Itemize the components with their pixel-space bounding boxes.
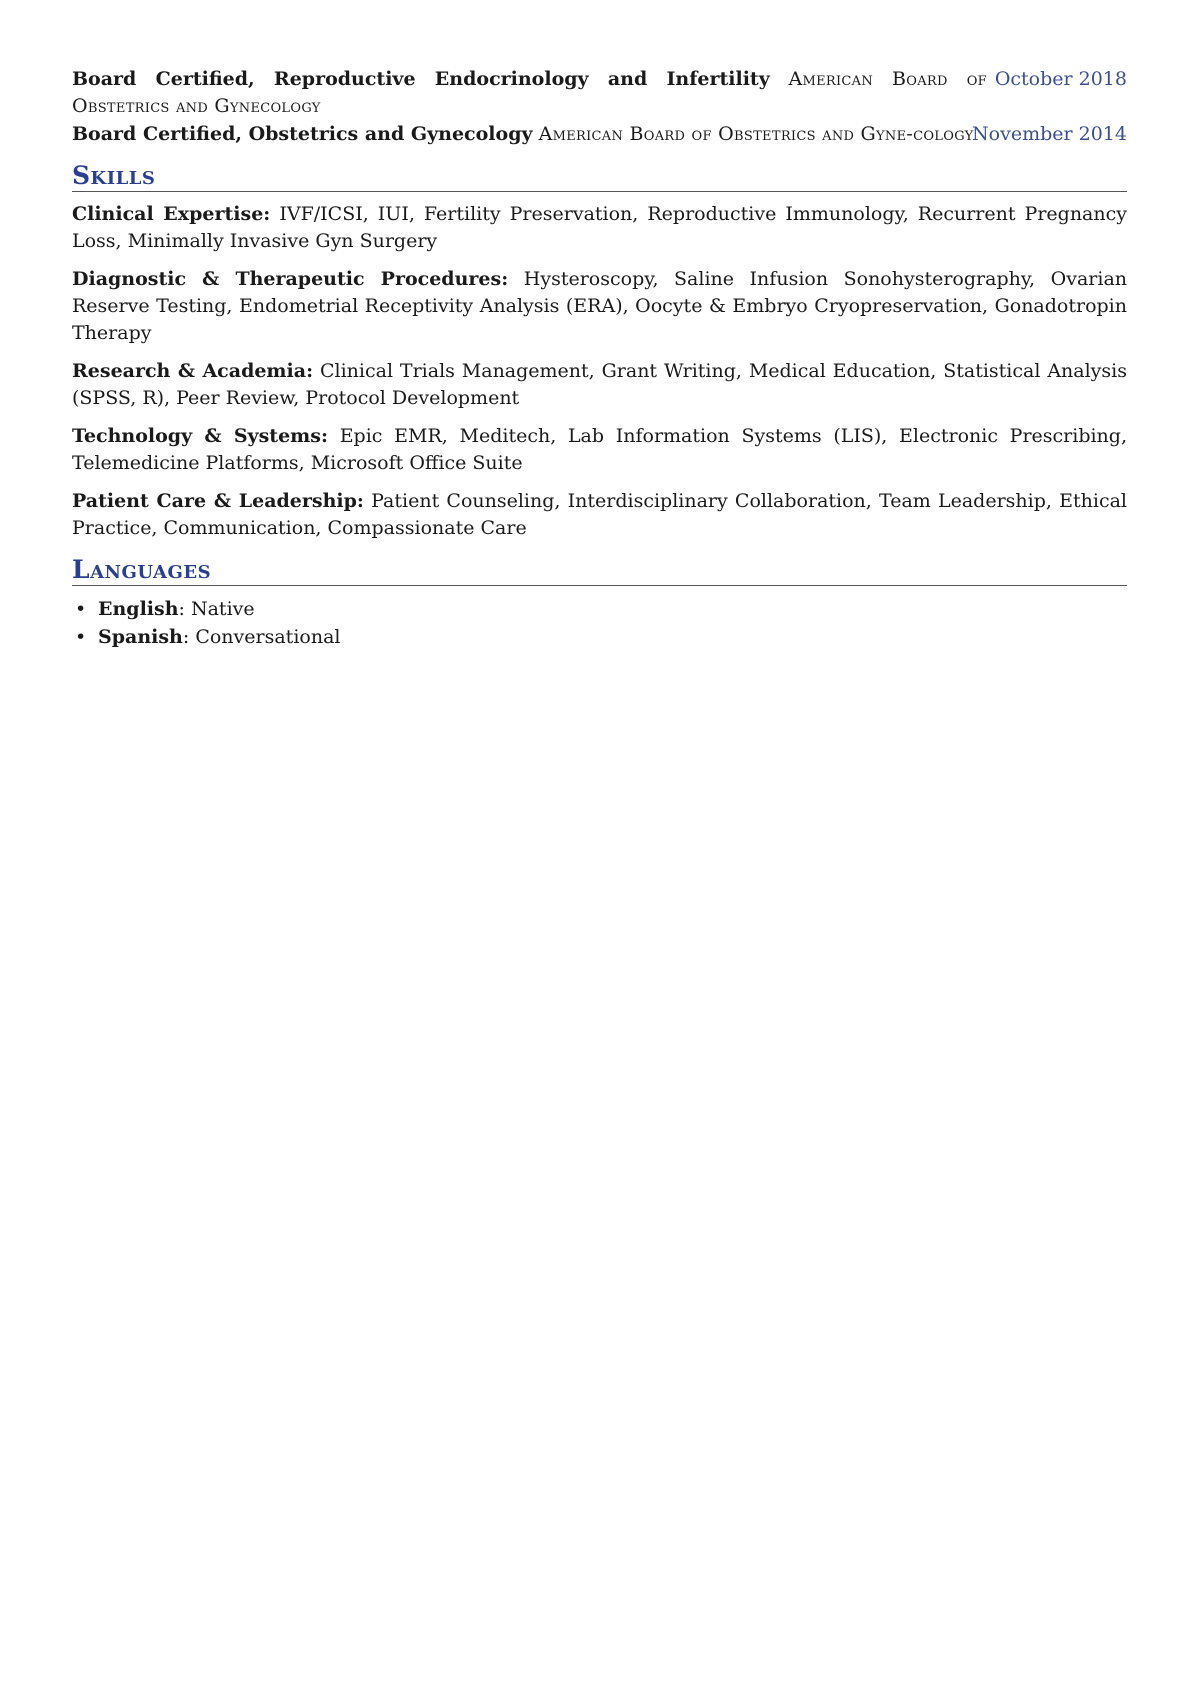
skill-entry	[72, 201, 1127, 255]
certification-date: November 2014	[972, 123, 1127, 145]
skill-entry	[72, 358, 1127, 412]
skill-label: Patient Care & Leadership:	[72, 490, 364, 512]
certification-title: Board Certified, Reproductive Endocrinology and Infertility	[72, 68, 770, 90]
skill-entry	[72, 423, 1127, 477]
certification-title: Board Certified, Obstetrics and Gynecology	[72, 123, 533, 145]
bullet-icon: •	[75, 598, 87, 620]
skill-label: Clinical Expertise:	[72, 203, 271, 225]
skill-label: Research & Academia:	[72, 360, 314, 382]
list-item: • English: Native	[72, 595, 1127, 623]
certification-entry	[72, 66, 1127, 120]
languages-heading: Languages	[72, 556, 1127, 586]
certification-date: October 2018	[994, 68, 1127, 90]
skill-text: Clinical Trials Management, Grant Writing, Medical Education, Statistical Analysis (SPSS, R), Peer Review, Protocol Development	[72, 360, 1127, 409]
resume-page	[72, 66, 1127, 651]
language-name: Spanish	[98, 626, 183, 648]
skill-entry	[72, 488, 1127, 542]
skill-text: Hysteroscopy, Saline Infusion Sonohysterography, Ovarian Reserve Testing, Endometrial Receptivity Analysis (ERA), Oocyte & Embryo Cryopreservation, Gonadotropin Therapy	[72, 268, 1128, 344]
certification-body	[72, 66, 1127, 120]
certification-entry	[72, 121, 1127, 148]
language-name: English	[98, 598, 179, 620]
skill-label: Technology & Systems:	[72, 425, 328, 447]
certification-body	[72, 121, 1127, 148]
certification-organization: American Board of Obstetrics and Gyne-cology	[538, 123, 974, 145]
certification-organization: American Board of Obstetrics and Gynecology	[72, 68, 988, 117]
skills-heading: Skills	[72, 162, 1127, 192]
list-item: • Spanish: Conversational	[72, 623, 1127, 651]
bullet-icon: •	[75, 626, 87, 648]
skill-text: Patient Counseling, Interdisciplinary Collaboration, Team Leadership, Ethical Practice, Communication, Compassionate Care	[72, 490, 1127, 539]
language-level: Conversational	[195, 626, 341, 648]
language-level: Native	[190, 598, 255, 620]
skill-text: IVF/ICSI, IUI, Fertility Preservation, Reproductive Immunology, Recurrent Pregnancy Loss, Minimally Invasive Gyn Surgery	[72, 203, 1127, 252]
languages-list	[72, 595, 1127, 651]
skill-label: Diagnostic & Therapeutic Procedures:	[72, 268, 509, 290]
skill-text: Epic EMR, Meditech, Lab Information Systems (LIS), Electronic Prescribing, Telemedicine Platforms, Microsoft Office Suite	[72, 425, 1127, 474]
skill-entry	[72, 266, 1127, 347]
